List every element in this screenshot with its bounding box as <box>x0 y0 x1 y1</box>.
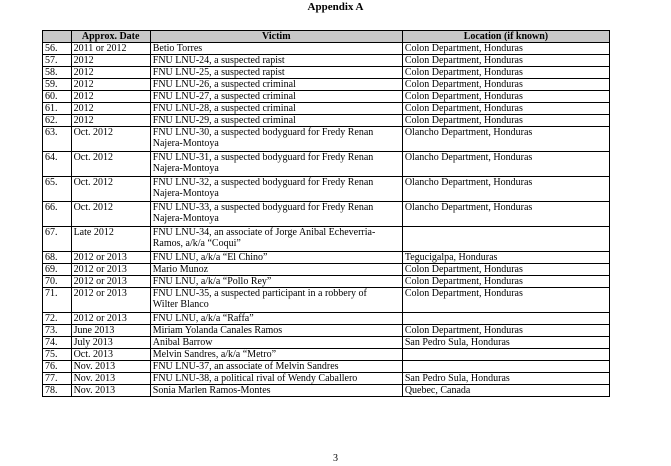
table-row <box>43 177 610 202</box>
row-location: Colon Department, Honduras <box>402 55 609 67</box>
table-row <box>43 67 610 79</box>
row-date: June 2013 <box>71 325 150 337</box>
row-victim <box>150 67 402 79</box>
table-row <box>43 115 610 127</box>
row-victim <box>150 264 402 276</box>
row-victim <box>150 55 402 67</box>
row-date: 2012 or 2013 <box>71 313 150 325</box>
row-number: 70. <box>43 276 72 288</box>
row-victim <box>150 227 402 252</box>
row-location: Colon Department, Honduras <box>402 43 609 55</box>
victim-line: FNU LNU-28, a suspected criminal <box>152 103 296 114</box>
table-row <box>43 276 610 288</box>
row-number: 78. <box>43 385 72 397</box>
victim-line: Najera-Montoya <box>152 138 219 149</box>
row-number: 61. <box>43 103 72 115</box>
victim-line: FNU LNU, a/k/a “Raffa” <box>152 313 254 324</box>
table-row <box>43 152 610 177</box>
row-date: 2011 or 2012 <box>71 43 150 55</box>
victim-line: Najera-Montoya <box>152 188 219 199</box>
row-location: Colon Department, Honduras <box>402 325 609 337</box>
page-title: Appendix A <box>307 1 364 13</box>
row-number: 65. <box>43 177 72 202</box>
table-row <box>43 55 610 67</box>
row-date: 2012 <box>71 91 150 103</box>
victim-line: FNU LNU-25, a suspected rapist <box>152 67 285 78</box>
row-location: San Pedro Sula, Honduras <box>402 373 609 385</box>
victim-line: FNU LNU-32, a suspected bodyguard for Fredy Renan <box>152 177 374 188</box>
table-row <box>43 43 610 55</box>
table-row <box>43 127 610 152</box>
table-row <box>43 79 610 91</box>
victim-line: FNU LNU-34, an associate of Jorge Anibal Echeverria- <box>152 227 376 238</box>
row-number: 68. <box>43 252 72 264</box>
victim-line: FNU LNU-27, a suspected criminal <box>152 91 296 102</box>
header-date: Approx. Date <box>71 31 150 43</box>
row-victim <box>150 43 402 55</box>
table-row <box>43 385 610 397</box>
header-location: Location (if known) <box>402 31 609 43</box>
row-date: Nov. 2013 <box>71 385 150 397</box>
row-victim <box>150 127 402 152</box>
row-number: 76. <box>43 361 72 373</box>
appendix-table <box>42 30 610 397</box>
row-date: Oct. 2013 <box>71 349 150 361</box>
victim-line: FNU LNU, a/k/a “El Chino” <box>152 252 268 263</box>
row-number: 71. <box>43 288 72 313</box>
victim-line: FNU LNU-29, a suspected criminal <box>152 115 296 126</box>
row-number: 74. <box>43 337 72 349</box>
victim-line: FNU LNU-24, a suspected rapist <box>152 55 285 66</box>
row-victim <box>150 349 402 361</box>
row-victim <box>150 115 402 127</box>
row-location <box>402 227 609 252</box>
victim-line: FNU LNU-38, a political rival of Wendy Caballero <box>152 373 358 384</box>
victim-line: Najera-Montoya <box>152 163 219 174</box>
table-row <box>43 349 610 361</box>
row-number: 57. <box>43 55 72 67</box>
victim-line: FNU LNU-37, an associate of Melvin Sandres <box>152 361 339 372</box>
header-victim: Victim <box>150 31 402 43</box>
victim-line: Miriam Yolanda Canales Ramos <box>152 325 283 336</box>
row-date: Nov. 2013 <box>71 373 150 385</box>
row-location: Olancho Department, Honduras <box>402 202 609 227</box>
row-date: Oct. 2012 <box>71 202 150 227</box>
row-date: 2012 <box>71 115 150 127</box>
row-victim <box>150 337 402 349</box>
row-number: 73. <box>43 325 72 337</box>
row-number: 75. <box>43 349 72 361</box>
table-row <box>43 252 610 264</box>
table-row <box>43 91 610 103</box>
row-date: 2012 <box>71 79 150 91</box>
row-date: 2012 or 2013 <box>71 264 150 276</box>
row-victim <box>150 373 402 385</box>
row-number: 67. <box>43 227 72 252</box>
row-date: 2012 or 2013 <box>71 276 150 288</box>
victim-line: Najera-Montoya <box>152 213 219 224</box>
table-row <box>43 227 610 252</box>
row-number: 64. <box>43 152 72 177</box>
table-row <box>43 202 610 227</box>
victim-line: Wilter Blanco <box>152 299 209 310</box>
row-date: Nov. 2013 <box>71 361 150 373</box>
row-date: July 2013 <box>71 337 150 349</box>
row-number: 77. <box>43 373 72 385</box>
victim-line: FNU LNU-26, a suspected criminal <box>152 79 296 90</box>
header-row <box>43 31 610 43</box>
row-number: 69. <box>43 264 72 276</box>
row-location: Tegucigalpa, Honduras <box>402 252 609 264</box>
row-victim <box>150 385 402 397</box>
row-victim <box>150 361 402 373</box>
row-location <box>402 349 609 361</box>
victim-line: FNU LNU, a/k/a “Pollo Rey” <box>152 276 272 287</box>
row-number: 66. <box>43 202 72 227</box>
row-date: Late 2012 <box>71 227 150 252</box>
victim-line: Sonia Marlen Ramos-Montes <box>152 385 271 396</box>
row-victim <box>150 152 402 177</box>
row-victim <box>150 202 402 227</box>
victim-line: Anibal Barrow <box>152 337 213 348</box>
table-row <box>43 288 610 313</box>
row-date: Oct. 2012 <box>71 127 150 152</box>
row-location: Colon Department, Honduras <box>402 264 609 276</box>
row-date: 2012 <box>71 103 150 115</box>
row-date: Oct. 2012 <box>71 177 150 202</box>
row-location: Colon Department, Honduras <box>402 91 609 103</box>
row-victim <box>150 103 402 115</box>
table-row <box>43 361 610 373</box>
row-location: San Pedro Sula, Honduras <box>402 337 609 349</box>
row-victim <box>150 288 402 313</box>
table-row <box>43 325 610 337</box>
victim-line: Ramos, a/k/a “Coqui” <box>152 238 241 249</box>
row-victim <box>150 252 402 264</box>
row-victim <box>150 276 402 288</box>
row-number: 56. <box>43 43 72 55</box>
row-location: Olancho Department, Honduras <box>402 152 609 177</box>
row-number: 58. <box>43 67 72 79</box>
row-date: Oct. 2012 <box>71 152 150 177</box>
table-header <box>43 31 610 43</box>
page-number: 3 <box>333 453 338 464</box>
row-date: 2012 <box>71 67 150 79</box>
row-location: Colon Department, Honduras <box>402 79 609 91</box>
row-number: 72. <box>43 313 72 325</box>
table-row <box>43 373 610 385</box>
row-victim <box>150 79 402 91</box>
row-location: Colon Department, Honduras <box>402 288 609 313</box>
row-location: Colon Department, Honduras <box>402 67 609 79</box>
row-date: 2012 or 2013 <box>71 252 150 264</box>
row-number: 60. <box>43 91 72 103</box>
table-row <box>43 337 610 349</box>
table-row <box>43 313 610 325</box>
table-row <box>43 264 610 276</box>
row-date: 2012 or 2013 <box>71 288 150 313</box>
victim-line: FNU LNU-33, a suspected bodyguard for Fredy Renan <box>152 202 374 213</box>
row-number: 62. <box>43 115 72 127</box>
victim-line: FNU LNU-35, a suspected participant in a robbery of <box>152 288 367 299</box>
victim-line: FNU LNU-30, a suspected bodyguard for Fredy Renan <box>152 127 374 138</box>
row-location: Colon Department, Honduras <box>402 115 609 127</box>
row-victim <box>150 313 402 325</box>
row-victim <box>150 177 402 202</box>
table-body <box>43 43 610 397</box>
row-victim <box>150 91 402 103</box>
row-number: 63. <box>43 127 72 152</box>
victim-line: Melvin Sandres, a/k/a “Metro” <box>152 349 277 360</box>
row-victim <box>150 325 402 337</box>
row-location: Olancho Department, Honduras <box>402 177 609 202</box>
row-location <box>402 313 609 325</box>
row-location: Quebec, Canada <box>402 385 609 397</box>
row-location <box>402 361 609 373</box>
table-row <box>43 103 610 115</box>
row-location: Colon Department, Honduras <box>402 276 609 288</box>
row-location: Colon Department, Honduras <box>402 103 609 115</box>
victim-line: Mario Munoz <box>152 264 209 275</box>
header-num <box>43 31 72 43</box>
row-location: Olancho Department, Honduras <box>402 127 609 152</box>
row-date: 2012 <box>71 55 150 67</box>
row-number: 59. <box>43 79 72 91</box>
victim-line: Betio Torres <box>152 43 203 54</box>
victim-line: FNU LNU-31, a suspected bodyguard for Fredy Renan <box>152 152 374 163</box>
